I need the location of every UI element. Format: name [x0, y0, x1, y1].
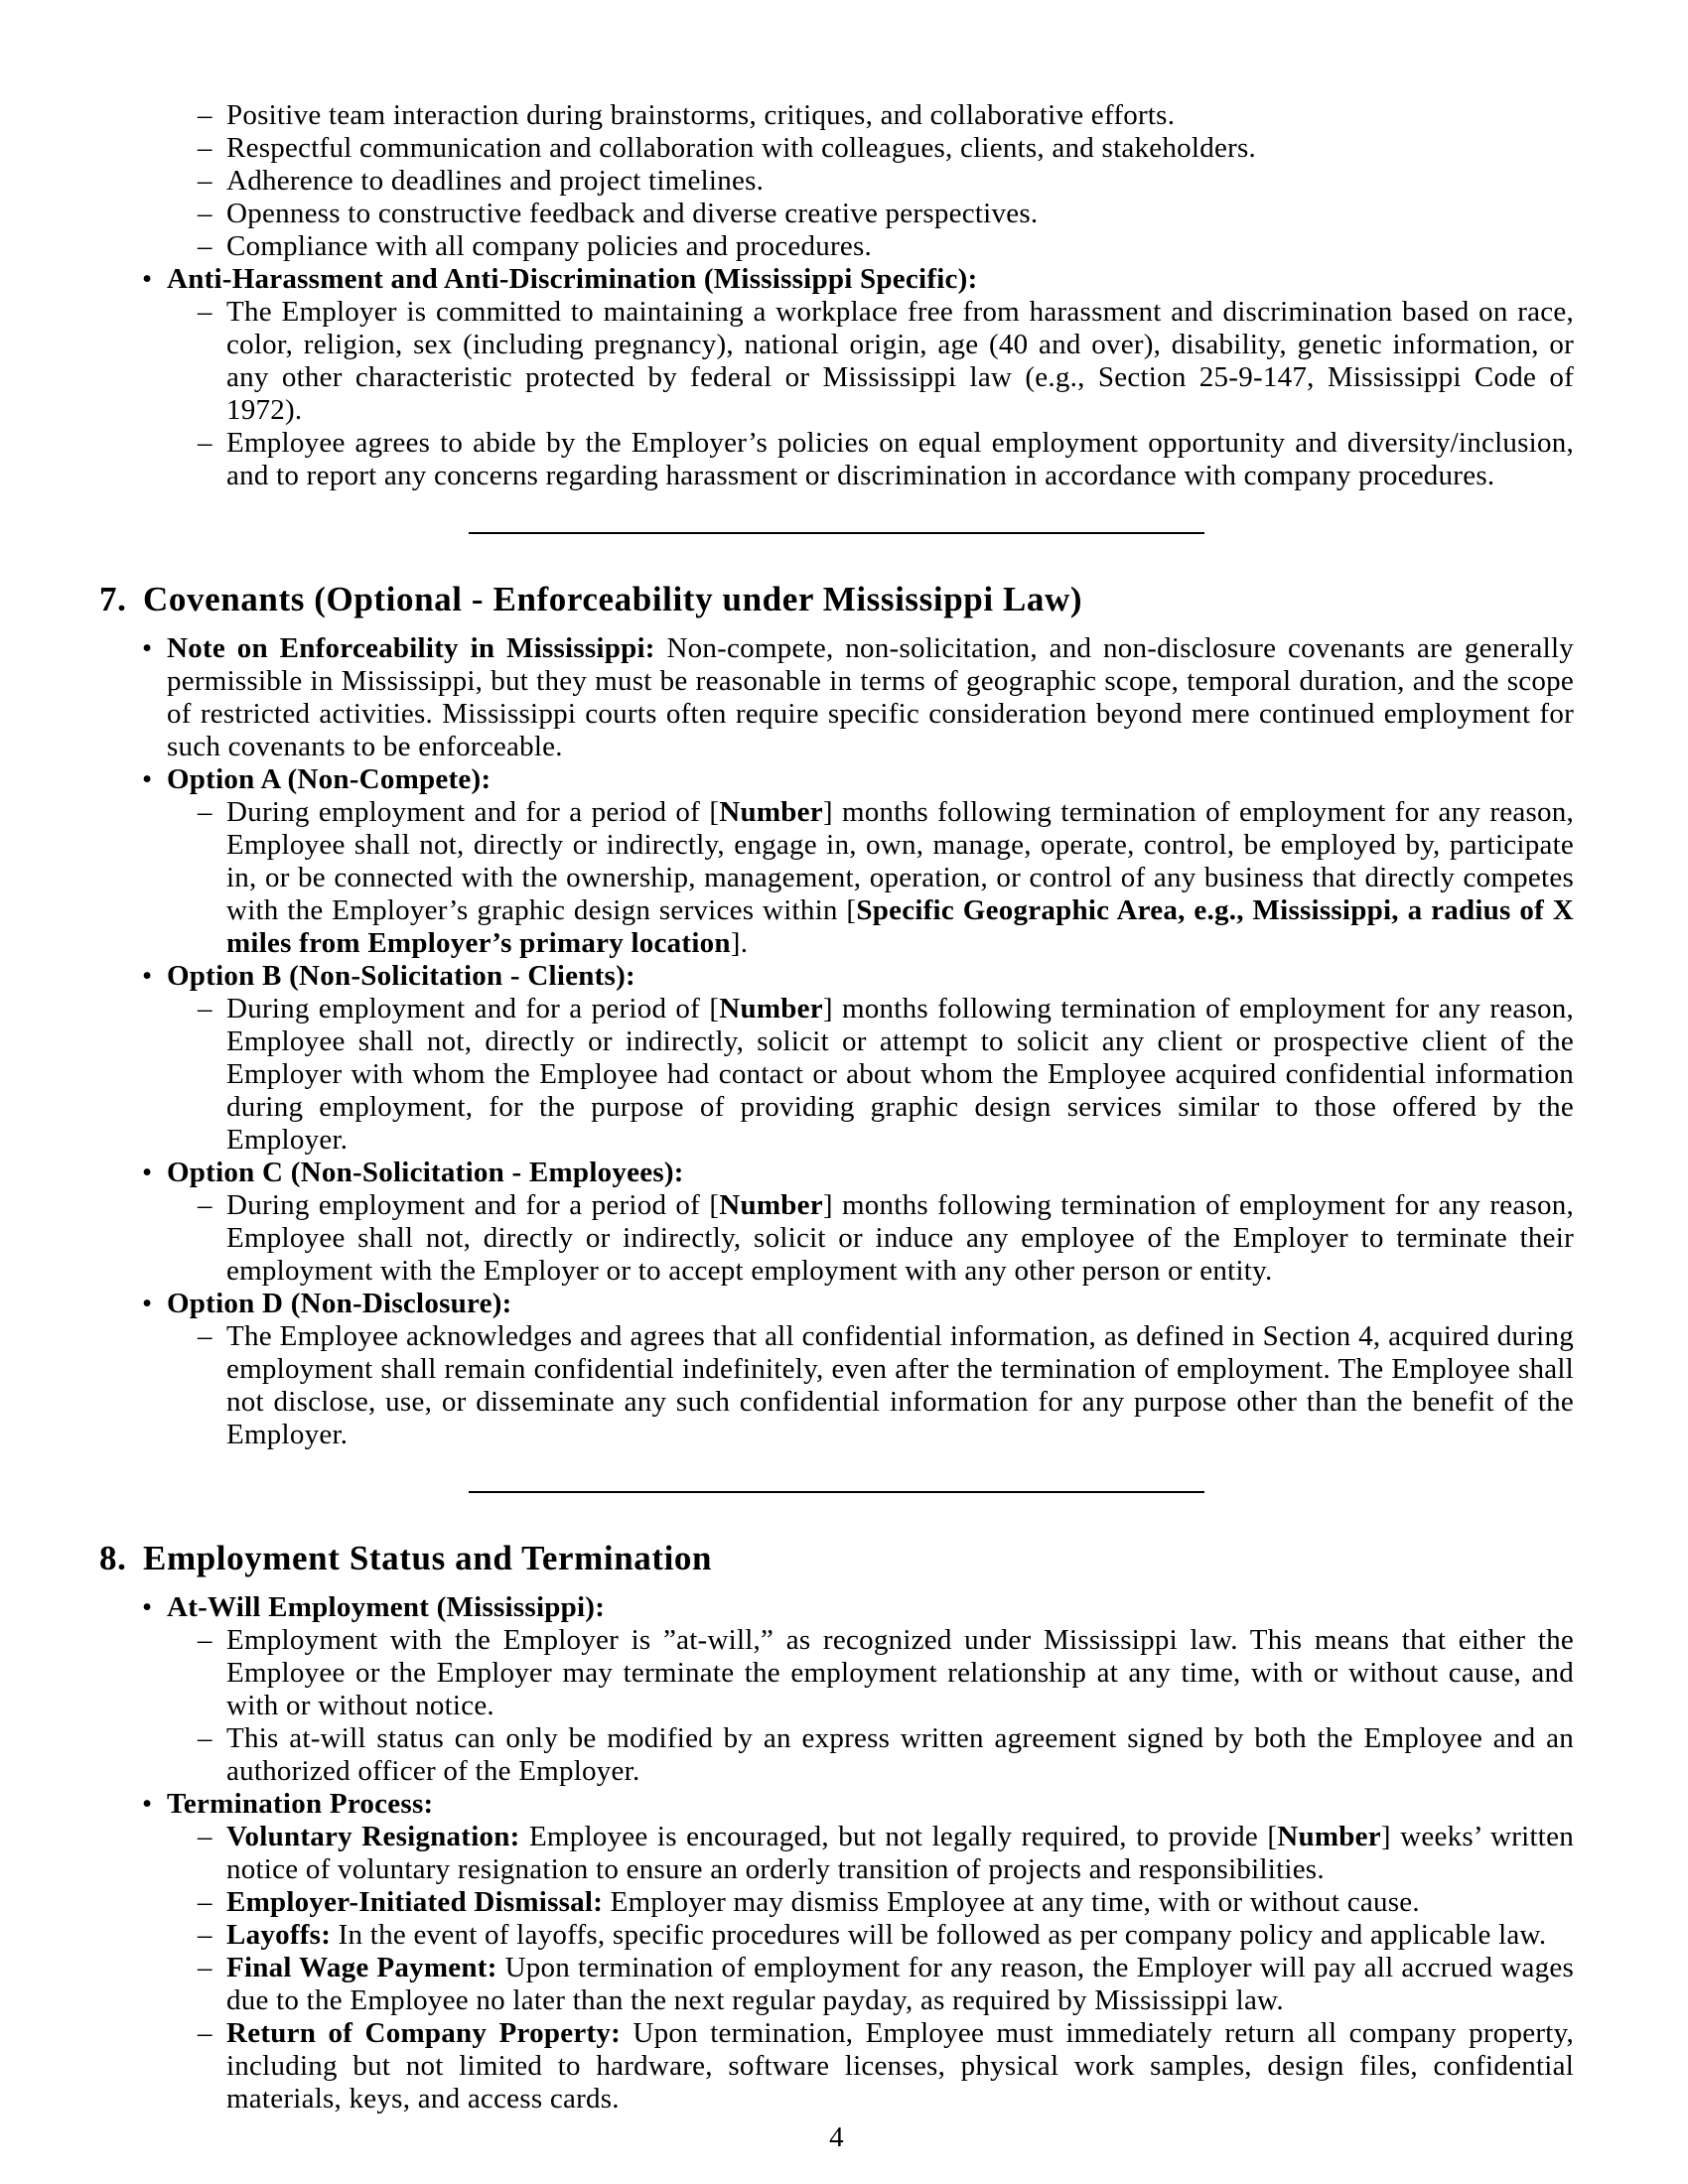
list-item-note-enforceability [167, 632, 1574, 763]
item-text: Upon termination, Employee must immediately return all company property, including but not limited to hardware, software licenses, physical work samples, design files, confidential materials, keys, and access cards. [226, 2017, 1574, 2115]
list-item [226, 99, 1574, 132]
item-label: At-Will Employment (Mississippi): [167, 1591, 606, 1623]
item-label: Note on Enforceability in Mississippi: [167, 632, 655, 664]
section-title: Covenants (Optional - Enforceability under Mississippi Law) [143, 580, 1083, 618]
list-item-voluntary-resignation [226, 1821, 1574, 1886]
item-label: Final Wage Payment: [226, 1952, 497, 1983]
section6-list [99, 263, 1574, 492]
item-text: Employment with the Employer is ”at-will,” as recognized under Mississippi law. This means that either the Employee or the Employer may terminate the employment relationship at any time, with or without cause, and with or without notice. [226, 1624, 1574, 1721]
item-label: Employer-Initiated Dismissal: [226, 1886, 604, 1918]
item-label: Option C (Non-Solicitation - Employees): [167, 1157, 684, 1188]
list-item-final-wage [226, 1952, 1574, 2017]
list-item-termination-process [167, 1788, 1574, 2116]
item-text: Non-compete, non-solicitation, and non-disclosure covenants are generally permissible in Mississippi, but they must be reasonable in terms of geographic scope, temporal duration, and the scope of restricted activities. Mississippi courts often require specific consideration beyond mere continued employment for such covenants to be enforceable. [167, 632, 1575, 762]
item-text: Employer may dismiss Employee at any time, with or without cause. [603, 1886, 1420, 1918]
section-heading-8 [99, 1539, 1574, 1578]
list-item [226, 427, 1574, 492]
sublist [167, 296, 1574, 492]
sublist [167, 796, 1574, 960]
item-text: Positive team interaction during brainstorms, critiques, and collaborative efforts. [226, 99, 1176, 131]
list-item-layoffs [226, 1919, 1574, 1952]
list-item [226, 1320, 1574, 1451]
item-text: This at-will status can only be modified by an express written agreement signed by both the Employee and an authorized officer of the Employer. [226, 1722, 1574, 1787]
item-label: Voluntary Resignation: [226, 1821, 520, 1852]
section-number: 7. [99, 580, 127, 618]
list-item [226, 296, 1574, 427]
placeholder-area: Specific Geographic Area, e.g., Mississippi, a radius of X miles from Employer’s primary location [226, 894, 1574, 959]
list-item-return-property [226, 2017, 1574, 2116]
sublist [167, 1821, 1574, 2116]
item-text: Adherence to deadlines and project timelines. [226, 165, 765, 197]
list-item [226, 230, 1574, 263]
placeholder-number: Number [719, 1189, 823, 1221]
horizontal-rule [469, 1491, 1204, 1493]
list-item-option-d [167, 1288, 1574, 1451]
list-item-at-will [167, 1591, 1574, 1788]
sublist [167, 1189, 1574, 1288]
list-item [226, 1624, 1574, 1722]
list-item [226, 1722, 1574, 1788]
section-title: Employment Status and Termination [143, 1539, 713, 1577]
section8-list [99, 1591, 1574, 2116]
sublist [167, 1320, 1574, 1451]
item-text: Compliance with all company policies and procedures. [226, 230, 873, 262]
list-item-anti-harassment [167, 263, 1574, 492]
item-label: Option D (Non-Disclosure): [167, 1288, 512, 1319]
section-number: 8. [99, 1539, 127, 1577]
list-item-option-b [167, 960, 1574, 1157]
item-text: During employment and for a period of [ [226, 1189, 720, 1221]
sublist [167, 993, 1574, 1157]
item-text: Employee agrees to abide by the Employer’s policies on equal employment opportunity and diversity/inclusion, and to report any concerns regarding harassment or discrimination in accordance with company procedures. [226, 427, 1574, 491]
list-item [226, 993, 1574, 1157]
list-item-employer-dismissal [226, 1886, 1574, 1919]
item-label: Option B (Non-Solicitation - Clients): [167, 960, 635, 992]
sublist [167, 1624, 1574, 1788]
item-text: During employment and for a period of [ [226, 796, 720, 828]
horizontal-rule [469, 532, 1204, 534]
list-item [226, 132, 1574, 165]
list-item-option-c [167, 1157, 1574, 1288]
item-text: Employee is encouraged, but not legally required, to provide [ [519, 1821, 1278, 1852]
item-text: ] months following termination of employment for any reason, Employee shall not, directly or indirectly, engage in, own, manage, operate, control, be employed by, participate in, or be connected with the ownership, management, operation, or control of any business that directly competes with the Employer’s graphic design services within [ [226, 796, 1575, 926]
item-text: The Employer is committed to maintaining a workplace free from harassment and discrimination based on race, color, religion, sex (including pregnancy), national origin, age (40 and over), disability, genetic information, or any other characteristic protected by federal or Mississippi law (e.g., Section 25-9-147, Mississippi Code of 1972). [226, 296, 1574, 426]
item-text: ] weeks’ written notice of voluntary resignation to ensure an orderly transition of projects and responsibilities. [226, 1821, 1574, 1885]
placeholder-number: Number [1277, 1821, 1381, 1852]
item-text: Respectful communication and collaboration with colleagues, clients, and stakeholders. [226, 132, 1257, 164]
list-item [226, 198, 1574, 230]
list-item [226, 796, 1574, 960]
item-text: The Employee acknowledges and agrees that all confidential information, as defined in Section 4, acquired during employment shall remain confidential indefinitely, even after the termination of employment. The Employee shall not disclose, use, or disseminate any such confidential information for any purpose other than the benefit of the Employer. [226, 1320, 1574, 1450]
item-text: Upon termination of employment for any reason, the Employer will pay all accrued wages due to the Employee no later than the next regular payday, as required by Mississippi law. [226, 1952, 1574, 2016]
item-text: During employment and for a period of [ [226, 993, 720, 1024]
item-text: ]. [730, 927, 749, 959]
section-heading-7 [99, 580, 1574, 619]
list-item [226, 1189, 1574, 1288]
placeholder-number: Number [719, 993, 823, 1024]
item-label: Termination Process: [167, 1788, 434, 1820]
item-label: Option A (Non-Compete): [167, 763, 492, 795]
placeholder-number: Number [719, 796, 823, 828]
item-label: Anti-Harassment and Anti-Discrimination (Mississippi Specific): [167, 263, 978, 295]
item-label: Layoffs: [226, 1919, 332, 1951]
item-text: Openness to constructive feedback and diverse creative perspectives. [226, 198, 1039, 229]
page-number: 4 [829, 2121, 844, 2153]
section7-list [99, 632, 1574, 1451]
item-text: ] months following termination of employment for any reason, Employee shall not, directly or indirectly, solicit or induce any employee of the Employer to terminate their employment with the Employer or to accept employment with any other person or entity. [226, 1189, 1575, 1287]
conduct-sublist [99, 99, 1574, 263]
item-text: In the event of layoffs, specific procedures will be followed as per company policy and applicable law. [331, 1919, 1547, 1951]
item-label: Return of Company Property: [226, 2017, 622, 2049]
list-item-option-a [167, 763, 1574, 960]
list-item [226, 165, 1574, 198]
item-text: ] months following termination of employment for any reason, Employee shall not, directly or indirectly, solicit or attempt to solicit any client or prospective client of the Employer with whom the Employee had contact or about whom the Employee acquired confidential information during employment, for the purpose of providing graphic design services similar to those offered by the Employer. [226, 993, 1575, 1156]
